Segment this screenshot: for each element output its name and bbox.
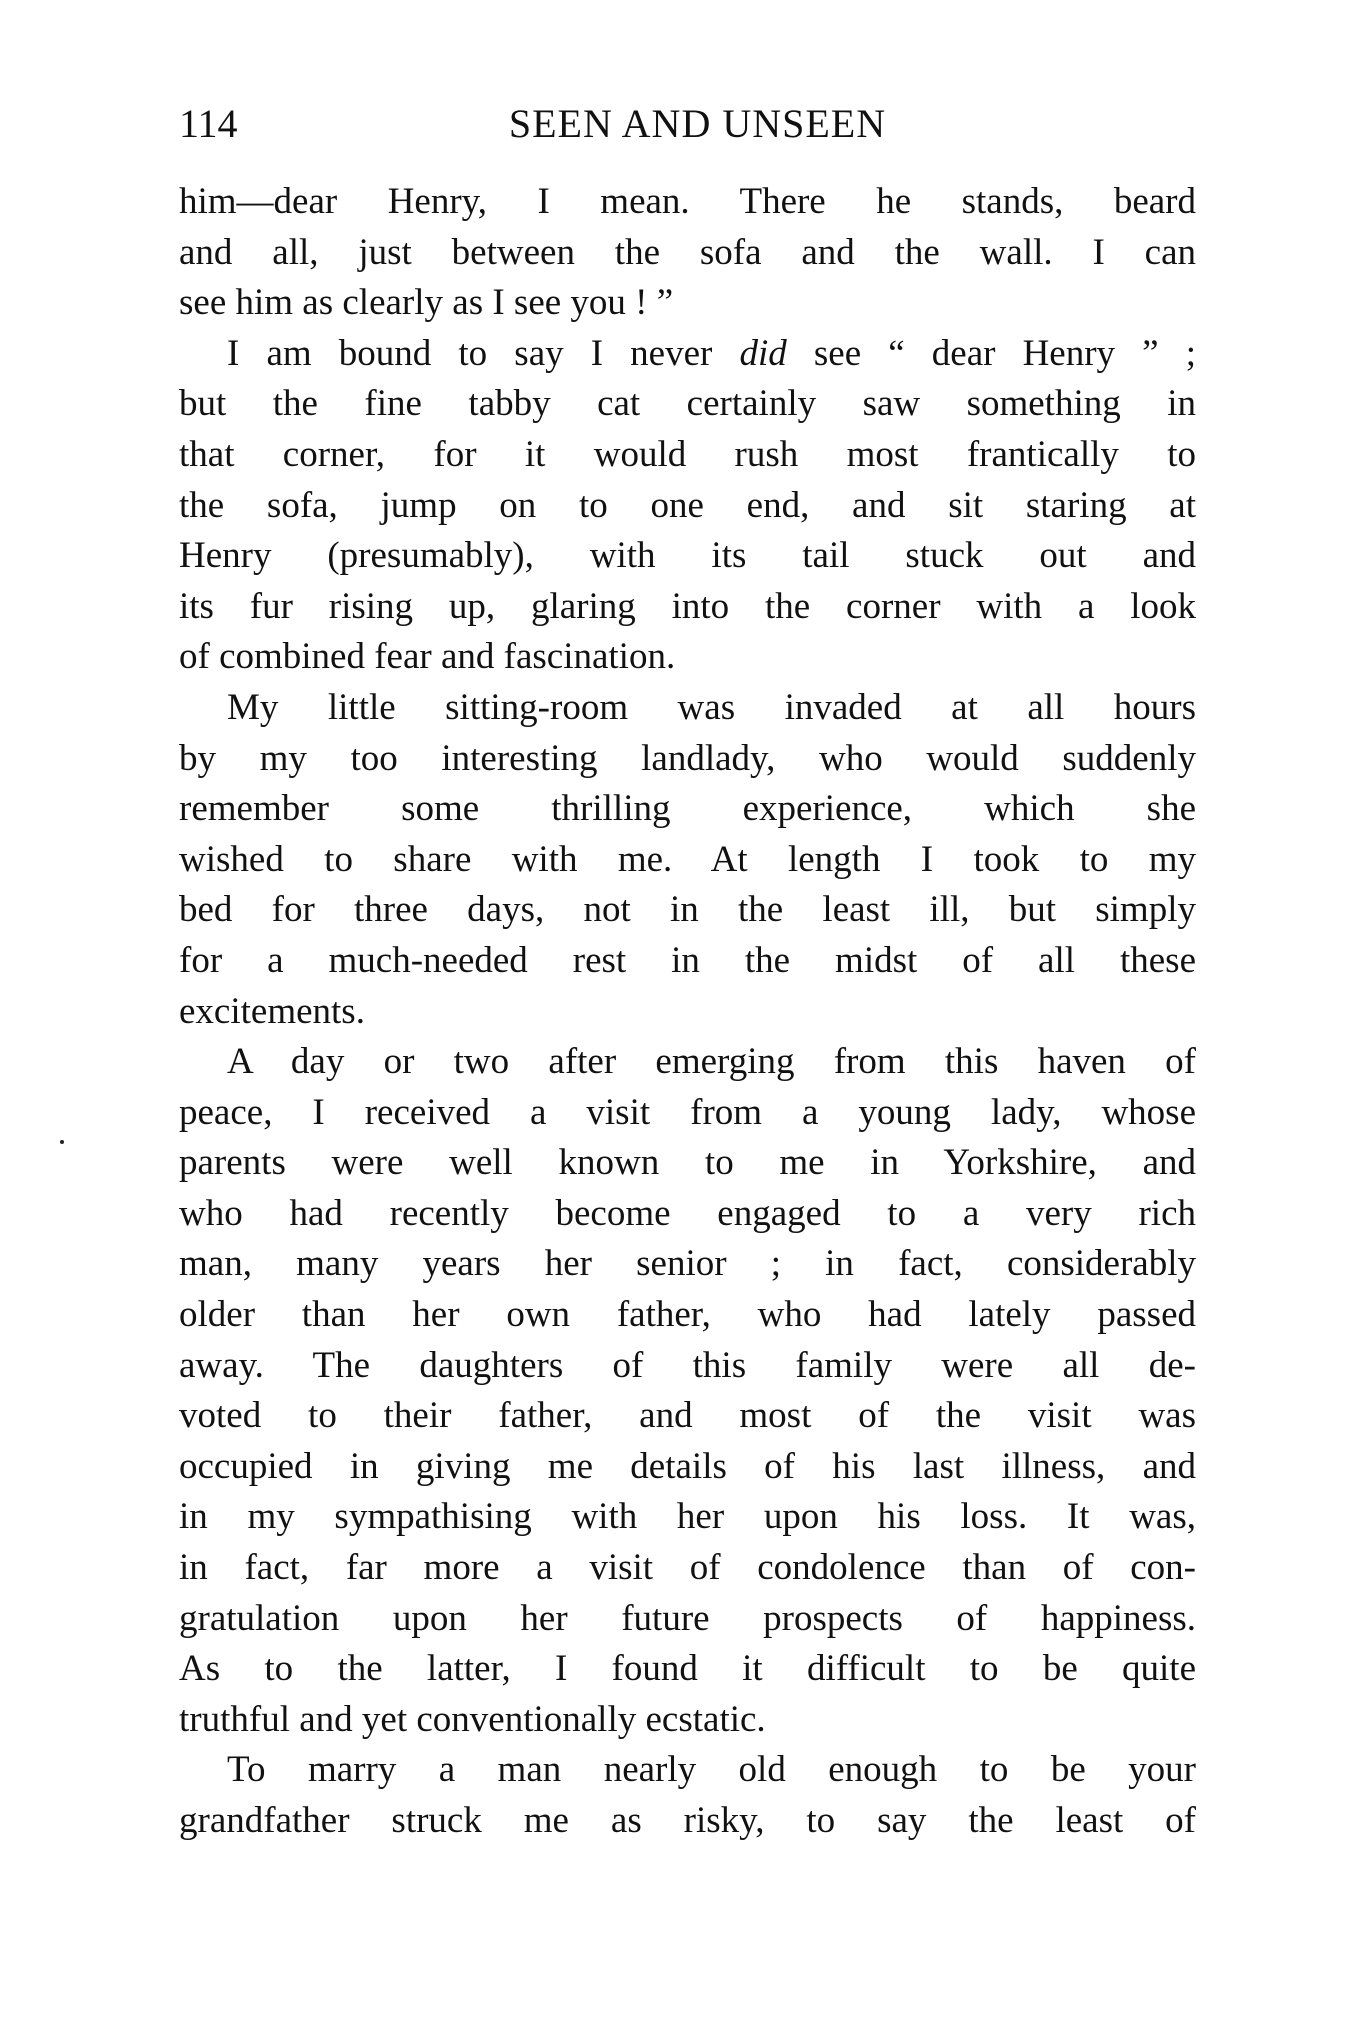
text-line: voted to their father, and most of the visit was [179, 1395, 1196, 1437]
text-line: grandfather struck me as risky, to say the least of [179, 1800, 1196, 1841]
running-title: SEEN AND UNSEEN [508, 101, 887, 146]
text-line: To marry a man nearly old enough to be your [227, 1749, 1196, 1791]
text-line: My little sitting-room was invaded at all hours [227, 686, 1196, 728]
text-line: in my sympathising with her upon his loss. It was, [179, 1496, 1196, 1538]
text-line: truthful and yet conventionally ecstatic. [179, 1698, 766, 1740]
page-number: 114 [179, 101, 238, 146]
text-segment: I am bound to say I never [227, 332, 740, 374]
paragraph [179, 1037, 1196, 1745]
text-line: that corner, for it would rush most frantically to [179, 433, 1196, 475]
text-line: and all, just between the sofa and the wall. I can [179, 231, 1196, 273]
text-line: remember some thrilling experience, which she [179, 788, 1196, 830]
text-line: Henry (presumably), with its tail stuck out and [179, 535, 1196, 577]
text-line: in fact, far more a visit of condolence than of con- [179, 1547, 1196, 1589]
text-line: bed for three days, not in the least ill, but simply [179, 889, 1196, 931]
page-header [179, 96, 1196, 152]
text-line: the sofa, jump on to one end, and sit staring at [179, 484, 1196, 526]
text-line: excitements. [179, 990, 365, 1032]
text-line: for a much-needed rest in the midst of all these [179, 939, 1196, 981]
text-line: wished to share with me. At length I took to my [179, 838, 1196, 880]
text-line: occupied in giving me details of his last illness, and [179, 1445, 1196, 1487]
text-line [179, 329, 1196, 380]
text-line: older than her own father, who had lately passed [179, 1294, 1196, 1336]
text-segment: see “ dear Henry ” ; [786, 332, 1196, 374]
paragraph [179, 1745, 1196, 1846]
paragraph [179, 177, 1196, 329]
text-line: away. The daughters of this family were all de- [179, 1344, 1196, 1386]
text-line: him—dear Henry, I mean. There he stands, beard [179, 181, 1196, 222]
text-line: A day or two after emerging from this haven of [227, 1041, 1196, 1083]
text-line: parents were well known to me in Yorkshire, and [179, 1142, 1196, 1184]
text-line: of combined fear and fascination. [179, 636, 676, 678]
paragraph [179, 329, 1196, 683]
body-text [179, 177, 1196, 1847]
text-line: As to the latter, I found it difficult to be quite [179, 1648, 1196, 1690]
text-line: its fur rising up, glaring into the corner with a look [179, 585, 1196, 627]
text-line: by my too interesting landlady, who would suddenly [179, 737, 1196, 779]
paragraph [179, 683, 1196, 1037]
text-line: peace, I received a visit from a young lady, whose [179, 1091, 1196, 1133]
text-line: man, many years her senior ; in fact, considerably [179, 1243, 1196, 1285]
text-line: who had recently become engaged to a very rich [179, 1192, 1196, 1234]
scan-speck [60, 1140, 64, 1144]
text-line: gratulation upon her future prospects of happiness. [179, 1597, 1196, 1639]
text-line: but the fine tabby cat certainly saw something in [179, 383, 1196, 425]
italic-emphasis: did [739, 332, 787, 374]
text-line: see him as clearly as I see you ! ” [179, 282, 674, 324]
